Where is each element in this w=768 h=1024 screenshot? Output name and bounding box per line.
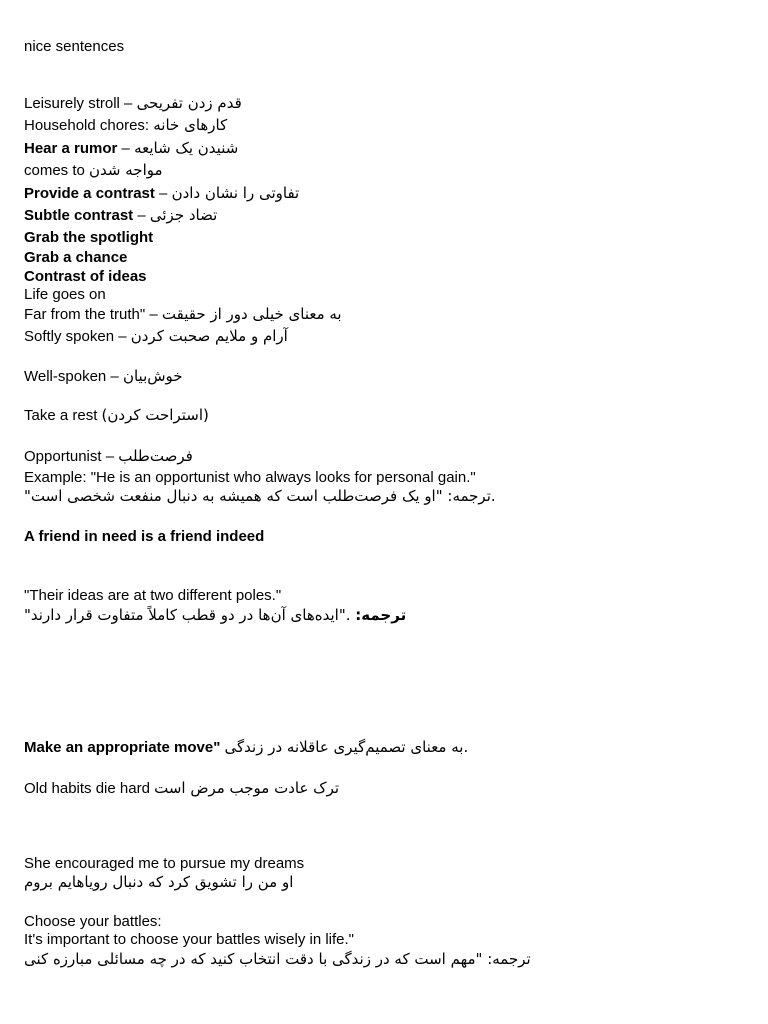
entry-contrast-of-ideas: Contrast of ideas: [24, 268, 147, 285]
entry-life-goes-on: Life goes on: [24, 286, 106, 303]
entry-fa: قدم زدن تفریحی: [136, 94, 242, 112]
entry-leisurely-stroll: [24, 94, 242, 113]
entry-fa: (استراحت کردن): [101, 406, 209, 424]
entry-fa: خوش‌بیان: [122, 367, 183, 385]
entry-choose-battles: Choose your battles:: [24, 913, 162, 930]
entry-fa: .به معنای تصمیم‌گیری عاقلانه در زندگی: [224, 738, 469, 756]
entry-take-a-rest: [24, 406, 209, 425]
entry-well-spoken: [24, 367, 183, 386]
entry-two-poles: "Their ideas are at two different poles.": [24, 587, 282, 604]
entry-opportunist-translation: .ترجمه: "او یک فرصت‌طلب است که همیشه به دنبال منفعت شخصی است": [24, 487, 496, 505]
entry-fa: شنیدن یک شایعه: [134, 139, 239, 157]
entry-old-habits: [24, 779, 339, 798]
entry-en: Make an appropriate move": [24, 739, 221, 756]
entry-fa: تفاوتی را نشان دادن: [171, 184, 300, 202]
entry-two-poles-translation: [24, 606, 406, 624]
entry-comes-to: [24, 161, 163, 180]
entry-sep: –: [154, 185, 168, 202]
entry-fa: ترک عادت موجب مرض است: [154, 779, 340, 797]
entry-en: Old habits die hard: [24, 780, 150, 797]
entry-en: Softly spoken –: [24, 328, 127, 345]
entry-fa: فرصت‌طلب: [118, 447, 193, 465]
entry-en: Leisurely stroll –: [24, 95, 133, 112]
entry-en: Far from the truth" –: [24, 306, 158, 323]
entry-en: Well-spoken –: [24, 368, 119, 385]
entry-fa: مواجه شدن: [89, 161, 163, 179]
entry-opportunist-example: Example: "He is an opportunist who always looks for personal gain.": [24, 469, 476, 486]
entry-opportunist: [24, 447, 193, 466]
translation-label: ترجمه:: [355, 606, 407, 624]
entry-en: Hear a rumor: [24, 140, 118, 157]
entry-en: Household chores:: [24, 117, 150, 134]
entry-appropriate-move: [24, 738, 468, 757]
entry-friend-in-need: A friend in need is a friend indeed: [24, 528, 265, 545]
entry-choose-battles-translation: ترجمه: "مهم است که در زندگی با دقت انتخاب کنید که در چه مسائلی مبارزه کنی: [24, 950, 531, 968]
entry-sep: –: [133, 207, 146, 224]
entry-subtle-contrast: [24, 206, 217, 225]
entry-hear-a-rumor: [24, 139, 238, 158]
entry-en: Subtle contrast: [24, 207, 134, 224]
document-page: [24, 0, 744, 1024]
entry-grab-the-spotlight: Grab the spotlight: [24, 229, 154, 246]
entry-fa: کارهای خانه: [153, 116, 228, 134]
entry-pursue-dreams-translation: او من را تشویق کرد که دنبال رویاهایم بروم: [24, 873, 294, 891]
entry-en: Opportunist –: [24, 448, 115, 465]
entry-en: comes to: [24, 162, 85, 179]
entry-choose-battles-sentence: It's important to choose your battles wisely in life.": [24, 931, 354, 948]
entry-pursue-dreams: She encouraged me to pursue my dreams: [24, 855, 305, 872]
document-title: nice sentences: [24, 38, 125, 55]
entry-household-chores: [24, 116, 227, 135]
entry-fa: به معنای خیلی دور از حقیقت: [161, 305, 342, 323]
entry-en: Provide a contrast: [24, 185, 155, 202]
entry-provide-a-contrast: [24, 184, 299, 203]
entry-grab-a-chance: Grab a chance: [24, 249, 128, 266]
entry-far-from-the-truth: [24, 305, 342, 324]
entry-en: Take a rest: [24, 407, 98, 424]
entry-fa: آرام و ملایم صحبت کردن: [130, 327, 288, 345]
entry-softly-spoken: [24, 327, 288, 346]
entry-fa: تضاد جزئی: [149, 206, 218, 224]
translation-text: ."ایده‌های آن‌ها در دو قطب کاملاً متفاوت قرار دارند": [24, 606, 351, 624]
entry-sep: –: [117, 140, 130, 157]
